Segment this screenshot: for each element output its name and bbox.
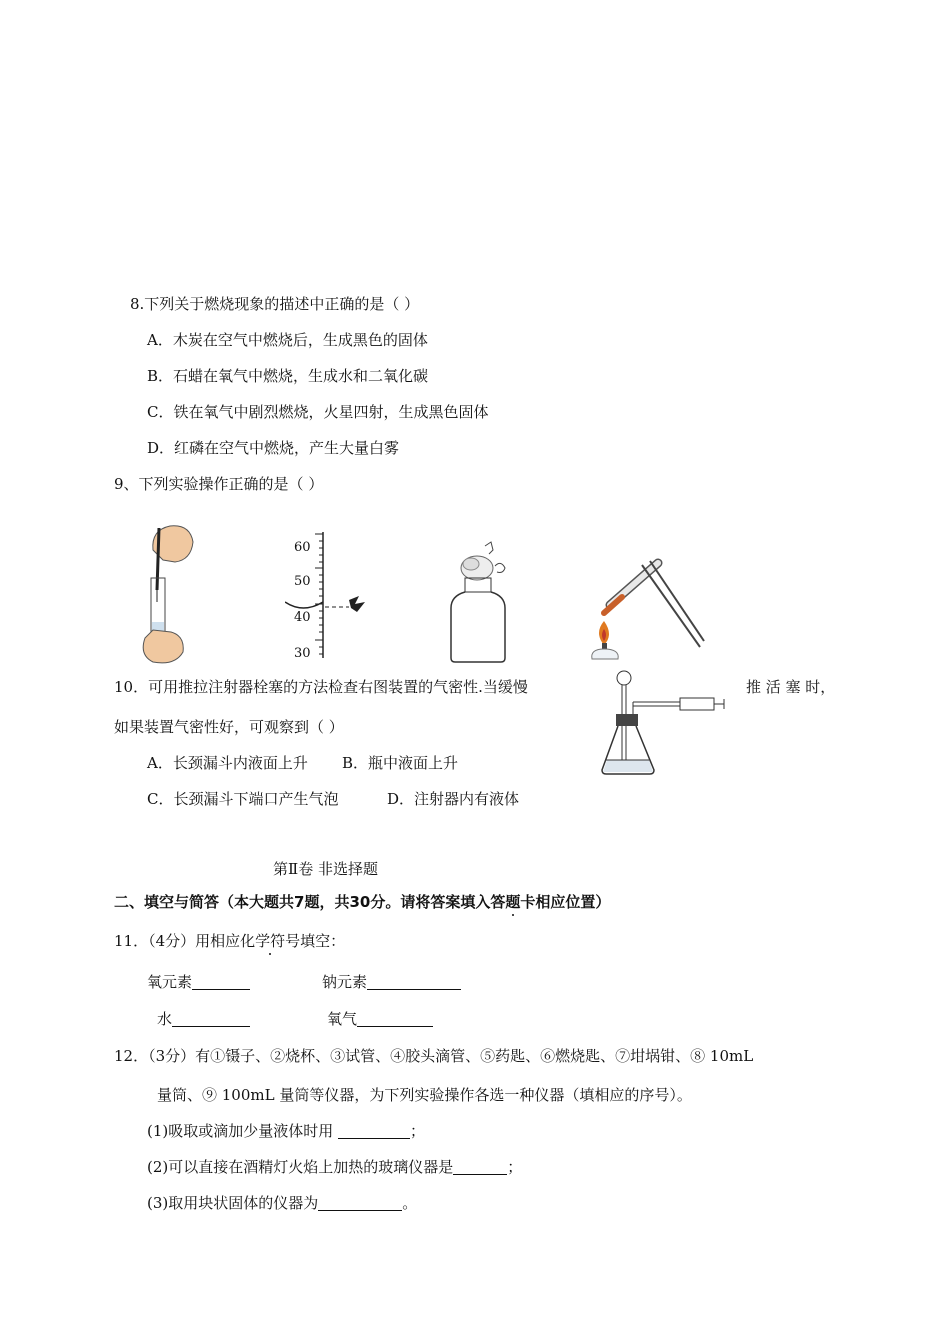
reagent-bottle-figure [445, 540, 525, 665]
q11-item-sodium-element [322, 972, 461, 992]
q12-sub2-end: ； [507, 1158, 523, 1176]
q11-stem-prefix: 11．（4分）用相应 [114, 932, 241, 950]
q12-sub2-text: (2)可以直接在酒精灯火焰上加热的玻璃仪器是 [147, 1158, 454, 1176]
q11-stem-dotted: 化学符号 [240, 932, 301, 950]
q8-option-c: C．铁在氧气中剧烈燃烧，火星四射，生成黑色固体 [147, 403, 489, 421]
q9-stem: 9、下列实验操作正确的是（ ） [114, 475, 324, 493]
q12-stem-line1: 12．（3分）有①镊子、②烧杯、③试管、④胶头滴管、⑤药匙、⑥燃烧匙、⑦坩埚钳、⑧ 10mL [114, 1047, 754, 1065]
cylinder-tick-40: 40 [294, 610, 311, 625]
q11-item-sodium-element-label: 钠元素 [322, 973, 368, 991]
part2-title: 第Ⅱ卷 非选择题 [273, 860, 378, 878]
q8-option-d: D．红磷在空气中燃烧，产生大量白雾 [147, 439, 400, 457]
q12-sub3 [147, 1193, 417, 1213]
cylinder-tick-30: 30 [294, 646, 311, 661]
q12-sub1-text: (1)吸取或滴加少量液体时用 [147, 1122, 334, 1140]
q11-stem-suffix: 填空： [300, 932, 346, 950]
answer-blank[interactable] [453, 1158, 507, 1175]
q11-item-oxygen-gas [327, 1009, 433, 1029]
q10-stem-line1: 10．可用推拉注射器栓塞的方法检查右图装置的气密性.当缓慢 [114, 678, 528, 696]
q12-sub1 [147, 1121, 425, 1141]
q12-stem-line2: 量筒、⑨ 100mL 量筒等仪器，为下列实验操作各选一种仪器（填相应的序号）。 [157, 1086, 692, 1104]
q10-option-a: A．长颈漏斗内液面上升 [147, 754, 308, 772]
section-two-suffix: 相应位置） [535, 893, 611, 911]
q12-sub1-end: ； [410, 1122, 426, 1140]
heating-test-tube-figure [590, 555, 715, 665]
q10-stem-tail: 推 活 塞 时， [746, 678, 836, 696]
section-two-dotted: 答题卡 [490, 893, 536, 911]
q11-item-water [157, 1009, 250, 1029]
q10-option-b: B．瓶中液面上升 [342, 754, 459, 772]
q10-stem-line2: 如果装置气密性好，可观察到（ ） [114, 718, 344, 736]
q11-item-oxygen-element [147, 972, 250, 992]
answer-blank[interactable] [192, 973, 250, 990]
answer-blank[interactable] [357, 1010, 433, 1027]
answer-blank[interactable] [318, 1194, 402, 1211]
q8-stem: 8.下列关于燃烧现象的描述中正确的是（ ） [130, 295, 420, 313]
q11-item-water-label: 水 [157, 1010, 173, 1028]
section-two-prefix: 二、填空与简答（本大题共7题，共30分。请将答案填入 [114, 893, 491, 911]
answer-blank[interactable] [367, 973, 461, 990]
answer-blank[interactable] [172, 1010, 250, 1027]
answer-blank[interactable] [338, 1122, 410, 1139]
q11-stem [114, 931, 345, 951]
q12-sub2 [147, 1157, 522, 1177]
q11-item-oxygen-gas-label: 氧气 [327, 1010, 358, 1028]
q10-option-d: D．注射器内有液体 [387, 790, 520, 808]
q12-sub3-text: (3)取用块状固体的仪器为 [147, 1194, 319, 1212]
dropper-figure [135, 520, 210, 665]
q8-option-b: B．石蜡在氧气中燃烧，生成水和二氧化碳 [147, 367, 429, 385]
q11-item-oxygen-element-label: 氧元素 [147, 973, 193, 991]
q8-option-a: A．木炭在空气中燃烧后，生成黑色的固体 [147, 331, 428, 349]
cylinder-tick-60: 60 [294, 540, 311, 555]
section-two-heading [114, 892, 610, 912]
q10-option-c: C．长颈漏斗下端口产生气泡 [147, 790, 339, 808]
flask-syringe-figure [600, 668, 735, 780]
q12-sub3-end: 。 [402, 1194, 418, 1212]
cylinder-tick-50: 50 [294, 574, 311, 589]
